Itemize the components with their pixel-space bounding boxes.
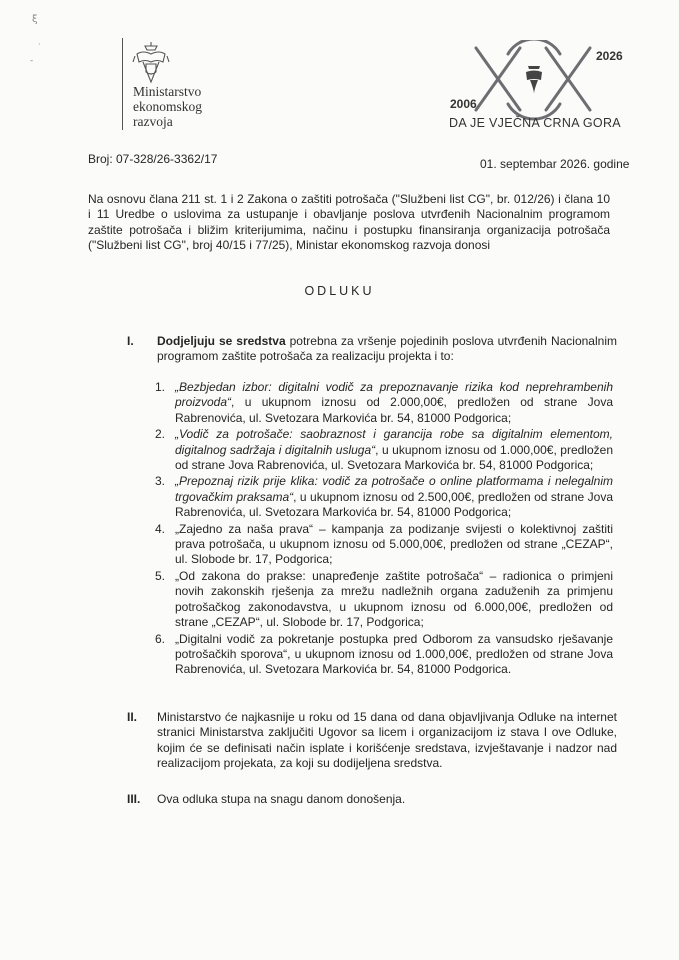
logo-year-left: 2006 bbox=[450, 97, 477, 111]
reference-number: Broj: 07-328/26-3362/17 bbox=[88, 152, 218, 166]
header-divider bbox=[122, 38, 123, 130]
section-1-lead: Dodjeljuju se sredstva bbox=[157, 334, 286, 348]
ministry-name bbox=[133, 84, 202, 129]
ministry-line-1: Ministarstvo bbox=[133, 84, 202, 99]
section-3-number: III. bbox=[127, 792, 141, 806]
section-3-text: Ova odluka stupa na snagu danom donošenja. bbox=[157, 792, 406, 806]
list-item bbox=[155, 521, 613, 568]
scan-mark: ξ bbox=[32, 14, 38, 25]
item-details: , u ukupnom iznosu od 2.000,00€, predložen od strane Jova Rabrenovića, ul. Svetozara Markovića br. 54, 81000 Podgorica; bbox=[175, 395, 613, 425]
item-details: „Zajedno za naša prava“ – kampanja za podizanje svijesti o kolektivnoj zaštiti prava potrošača, u ukupnom iznosu od 5.000,00€, predložen od strane „CEZAP“, ul. Slobode br. 17, Podgorica; bbox=[175, 521, 613, 567]
item-title: „Vodič za potrošače: saobraznost i garancija robe sa digitalnim elementom, digitalnog sadržaja i digitalnih usluga“ bbox=[175, 427, 613, 457]
list-item bbox=[155, 380, 613, 426]
ministry-line-2: ekonomskog bbox=[133, 99, 202, 114]
item-title: „Bezbjedan izbor: digitalni vodič za prepoznavanje rizika kod neprehrambenih proizvoda“ bbox=[175, 380, 613, 410]
item-details: , u ukupnom iznosu od 2.500,00€, predložen od strane Jova Rabrenovića, ul. Svetozara Markovića br. 54, 81000 Podgorica; bbox=[175, 489, 613, 520]
decision-title: ODLUKU bbox=[304, 284, 375, 298]
item-details: „Digitalni vodič za pokretanje postupka pred Odborom za vansudsko rješavanje potrošačkih sporova“, u ukupnom iznosu od 1.000,00€, predložen od strane Jova Rabrenovića, ul. Svetozara Markovića br. 54, 81000 Podgorica. bbox=[175, 631, 613, 677]
anniversary-logo bbox=[448, 40, 628, 122]
section-1-body: potrebna za vršenje pojedinih poslova utvrđenih Nacionalnim programom zaštite potrošača za realizaciju projekta i to: bbox=[157, 334, 617, 364]
item-details: „Od zakona do prakse: unapređenje zaštite potrošača“ – radionica o primjeni novih zakonskih rješenja za mrežu nadležnih organa zaduženih za primjenu potrošačkog zakonodavstva, u ukupnom iznosu od 6.000,00€, predložen od strane „CEZAP“, ul. Slobode br. 17, Podgorica; bbox=[175, 568, 613, 630]
scan-dot: · bbox=[38, 40, 41, 49]
item-number: 1. bbox=[155, 380, 166, 394]
ministry-line-3: razvoja bbox=[133, 114, 173, 129]
section-2-text: Ministarstvo će najkasnije u roku od 15 dana od dana objavljivanja Odluke na internet stranici Ministarstva zaključiti Ugovor sa licem i organizacijom iz stava I ove Odluke, kojim će se definisati način isplate i korišćenje sredstava, izvještavanje i nadzor nad realizacijom projekata, za koji su dodijeljena sredstva. bbox=[157, 710, 617, 771]
item-number: 6. bbox=[155, 631, 166, 646]
item-number: 3. bbox=[155, 474, 166, 489]
coat-of-arms-icon bbox=[131, 40, 171, 84]
preamble: Na osnovu člana 211 st. 1 i 2 Zakona o zaštiti potrošača ("Službeni list CG", br. 012/26) i člana 10 i 11 Uredbe o uslovima za ustupanje i obavljanje poslova utvrđenih Nacionalnim programom zaštite potrošača i bližim kriterijumima, načinu i postupku finansiranja organizacija potrošača ("Službeni list CG", broj 40/15 i 77/25), Ministar ekonomskog razvoja donosi bbox=[88, 192, 610, 253]
list-item bbox=[155, 631, 613, 678]
section-1-text bbox=[157, 334, 617, 365]
item-details: , u ukupnom iznosu od 1.000,00€, predložen od strane Jova Rabrenovića, ul. Svetozara Markovića br. 54, 81000 Podgorica; bbox=[175, 442, 613, 473]
project-list bbox=[155, 380, 613, 679]
logo-year-right: 2026 bbox=[596, 49, 623, 63]
item-number: 5. bbox=[155, 568, 166, 583]
item-title: „Prepoznaj rizik prije klika: vodič za potrošače o online platformama i nelegalnim trgovačkim praksama“ bbox=[175, 474, 613, 504]
list-item bbox=[155, 568, 613, 631]
document-date: 01. septembar 2026. godine bbox=[480, 157, 630, 171]
section-1-number: I. bbox=[127, 334, 134, 348]
list-item bbox=[155, 427, 613, 473]
section-2-number: II. bbox=[127, 710, 138, 724]
list-item bbox=[155, 474, 613, 520]
item-number: 4. bbox=[155, 521, 166, 536]
scan-dash: - bbox=[30, 56, 34, 66]
item-number: 2. bbox=[155, 427, 166, 442]
logo-caption: DA JE VJEČNA CRNA GORA bbox=[449, 116, 621, 130]
